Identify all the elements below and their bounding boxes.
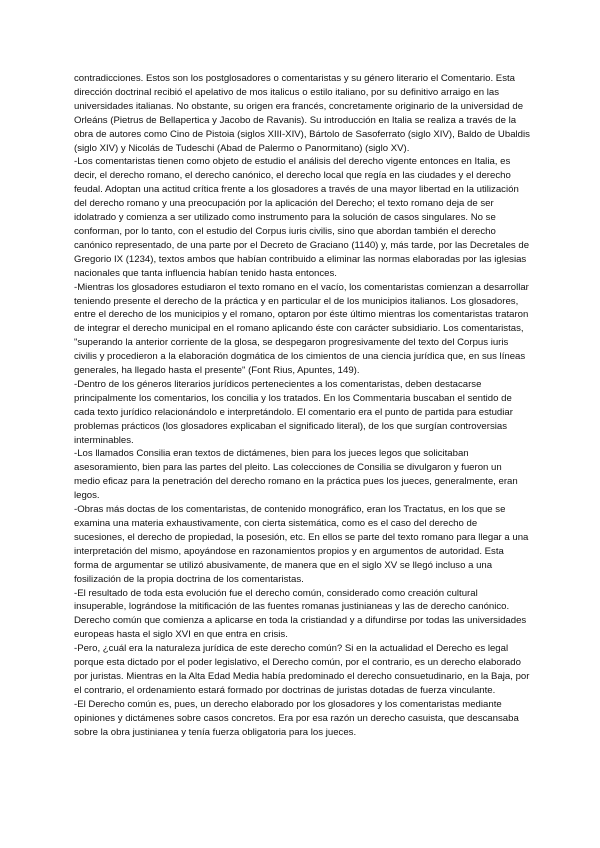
paragraph-glosadores-vs-comentaristas: -Mientras los glosadores estudiaron el texto romano en el vacío, los comentaristas comienzan a desarrollar teniendo presente el derecho de la práctica y en particular el de los municipios italianos. Los glosadores, entre el derecho de los municipios y el romano, optaron por éste último mientras los comentaristas trataron de integrar el derecho municipal en el romano aplicando éste con carácter subsidiario. Los comentaristas, "superando la anterior corriente de la glosa, se despegaron progresivamente del texto del Corpus iuris civilis y procedieron a la elaboración dogmática de los cimientos de una ciencia jurídica que, en sus líneas generales, ha llegado hasta el presente" (Font Rius, Apuntes, 149). (74, 281, 529, 377)
paragraph-derecho-comun-resultado: -El resultado de toda esta evolución fue el derecho común, considerado como creación cultural insuperable, lográndose la mitificación de las fuentes romanas justinianeas y las de derecho canónico. Derecho común que comienza a aplicarse en toda la cristiandad y a difundirse por todas las universidades europeas hasta el siglo XVI en que entra en crisis. (74, 587, 527, 641)
paragraph-generos-literarios: -Dentro de los géneros literarios jurídicos pertenecientes a los comentaristas, deben destacarse principalmente los comentarios, los concilia y los tratados. En los Commentaria buscaban el sentido de cada texto jurídico relacionándolo e interpretándolo. El comentario era el punto de partida para estudiar problemas prácticos (los glosadores explicaban el significado literal), de los que surgían controversias interminables. (74, 378, 513, 446)
paragraph-naturaleza-juridica: -Pero, ¿cuál era la naturaleza jurídica de este derecho común? Si en la actualidad el Derecho es legal porque esta dictado por el poder legislativo, el Derecho común, por el contrario, es un derecho elaborado por juristas. Mientras en la Alta Edad Media había predominado el derecho consuetudinario, en la Baja, por el contrario, el ordenamiento estará formado por doctrinas de juristas dotadas de fuerza vinculante. (74, 643, 530, 696)
paragraph-comentaristas-intro: contradicciones. Estos son los postglosadores o comentaristas y su género literario el Comentario. Esta dirección doctrinal recibió el apelativo de mos italicus o estilo italiano, por su definitivo arraigo en las universidades italianas. No obstante, su origen era francés, concretamente originario de la universidad de Orleáns (Pietrus de Bellapertica y Jacobo de Ravanis). Su introducción en Italia se realiza a través de la obra de autores como Cino de Pistoia (siglos XIII-XIV), Bártolo de Sasoferrato (siglo XIV), Baldo de Ubaldis (siglo XIV) y Nicolás de Tudeschi (Abad de Palermo o Panormitano) (siglo XV). (74, 73, 530, 154)
paragraph-consilia: -Los llamados Consilia eran textos de dictámenes, bien para los jueces legos que solicitaban asesoramiento, bien para las partes del pleito. Las colecciones de Consilia se divulgaron y fueron un medio eficaz para la penetración del derecho romano en la práctica pues los jueces, generalmente, eran legos. (74, 448, 518, 502)
paragraph-objeto-estudio: -Los comentaristas tienen como objeto de estudio el análisis del derecho vigente entonces en Italia, es decir, el derecho romano, el derecho canónico, el derecho local que regía en las ciudades y el derecho feudal. Adoptan una actitud crítica frente a los glosadores a través de una mayor libertad en la utilización del derecho romano y una preocupación por la aplicación del Derecho; el texto romano deja de ser idolatrado y comienza a ser utilizado como instrumento para la solución de casos singulares. No se conforman, por lo tanto, con el estudio del Corpus iuris civilis, sino que abordan también el derecho canónico representado, de una parte por el Decreto de Graciano (1140) y, más tarde, por las Decretales de Gregorio IX (1234), textos ambos que habían contribuido a eliminar las normas elaboradas por las iglesias nacionales que tanta influencia habían tenido hasta entonces. (74, 156, 530, 279)
paragraph-tractatus: -Obras más doctas de los comentaristas, de contenido monográfico, eran los Tractatus, en los que se examina una materia exhaustivamente, con cierta sistemática, como es el caso del derecho de sucesiones, el derecho de propiedad, la posesión, etc. En ellos se parte del texto romano para llegar a una interpretación del mismo, apoyándose en razonamientos propios y en argumentos de autoridad. Esta forma de argumentar se utilizó abusivamente, de manera que en el siglo XV se llegó incluso a una fosilización de la propia doctrina de los comentaristas. (74, 504, 529, 585)
paragraph-derecho-comun-definicion: -El Derecho común es, pues, un derecho elaborado por los glosadores y los comentaristas mediante opiniones y dictámenes sobre casos concretos. Era por esa razón un derecho casuista, que descansaba sobre la obra justinianea y tenía fuerza obligatoria para los jueces. (74, 698, 519, 738)
document-page (74, 72, 530, 740)
